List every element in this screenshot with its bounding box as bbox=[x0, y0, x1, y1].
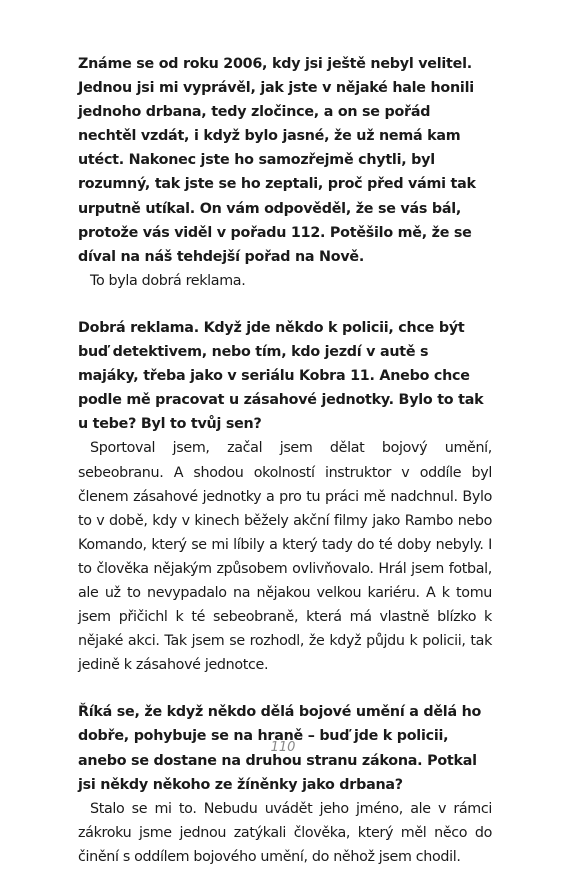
answer-2: Sportoval jsem, začal jsem dělat bojový umění, sebeobranu. A shodou okolností instruktor v oddíle byl členem zásahové jednotky a pro tu práci mě nadchnul. Bylo to v době, kdy v kinech běžely akční filmy jako Rambo nebo Komando, který se mi líbily a který tady do té doby nebyly. I to člověka nějakým způsobem ovlivňovalo. Hrál jsem fotbal, ale už to nevypadalo na nějakou velkou kariéru. A k tomu jsem přičichl k té sebeobraně, která má vlastně blízko k nějaké akci. Tak jsem se rozhodl, že když půjdu k policii, tak jedině k zásahové jednotce. bbox=[78, 440, 492, 674]
page-number: 110 bbox=[270, 740, 296, 755]
question-2: Dobrá reklama. Když jde někdo k policii, chce být buď detektivem, nebo tím, kdo jezdí v autě s majáky, třeba jako v seriálu Kobra 11. Anebo chce podle mě pracovat u zásahové jednotky. Bylo to tak u tebe? Byl to tvůj sen? bbox=[78, 319, 484, 433]
question-1: Známe se od roku 2006, kdy jsi ještě nebyl velitel. Jednou jsi mi vyprávěl, jak jste v nějaké hale honili jednoho drbana, tedy zločince, a on se pořád nechtěl vzdát, i když bylo jasné, že už nemá kam utéct. Nakonec jste ho samozřejmě chytli, byl rozumný, tak jste se ho zeptali, proč před vámi tak urputně utíkal. On vám odpověděl, že se vás bál, protože vás viděl v pořadu 112. Potěšilo mě, že se díval na náš tehdejší pořad na Nově. bbox=[78, 56, 476, 265]
answer-1: To byla dobrá reklama. bbox=[90, 272, 246, 289]
question-3: Říká se, že když někdo dělá bojové umění a dělá ho dobře, pohybuje se na hraně – buď jde k policii, anebo se dostane na druhou stranu zákona. Potkal jsi někdy někoho ze žíněnky jako drbana? bbox=[78, 704, 482, 793]
answer-3: Stalo se mi to. Nebudu uvádět jeho jméno, ale v rámci zákroku jsme jednou zatýkali člověka, který měl něco do činění s oddílem bojového umění, do něhož jsem chodil. bbox=[78, 800, 492, 865]
